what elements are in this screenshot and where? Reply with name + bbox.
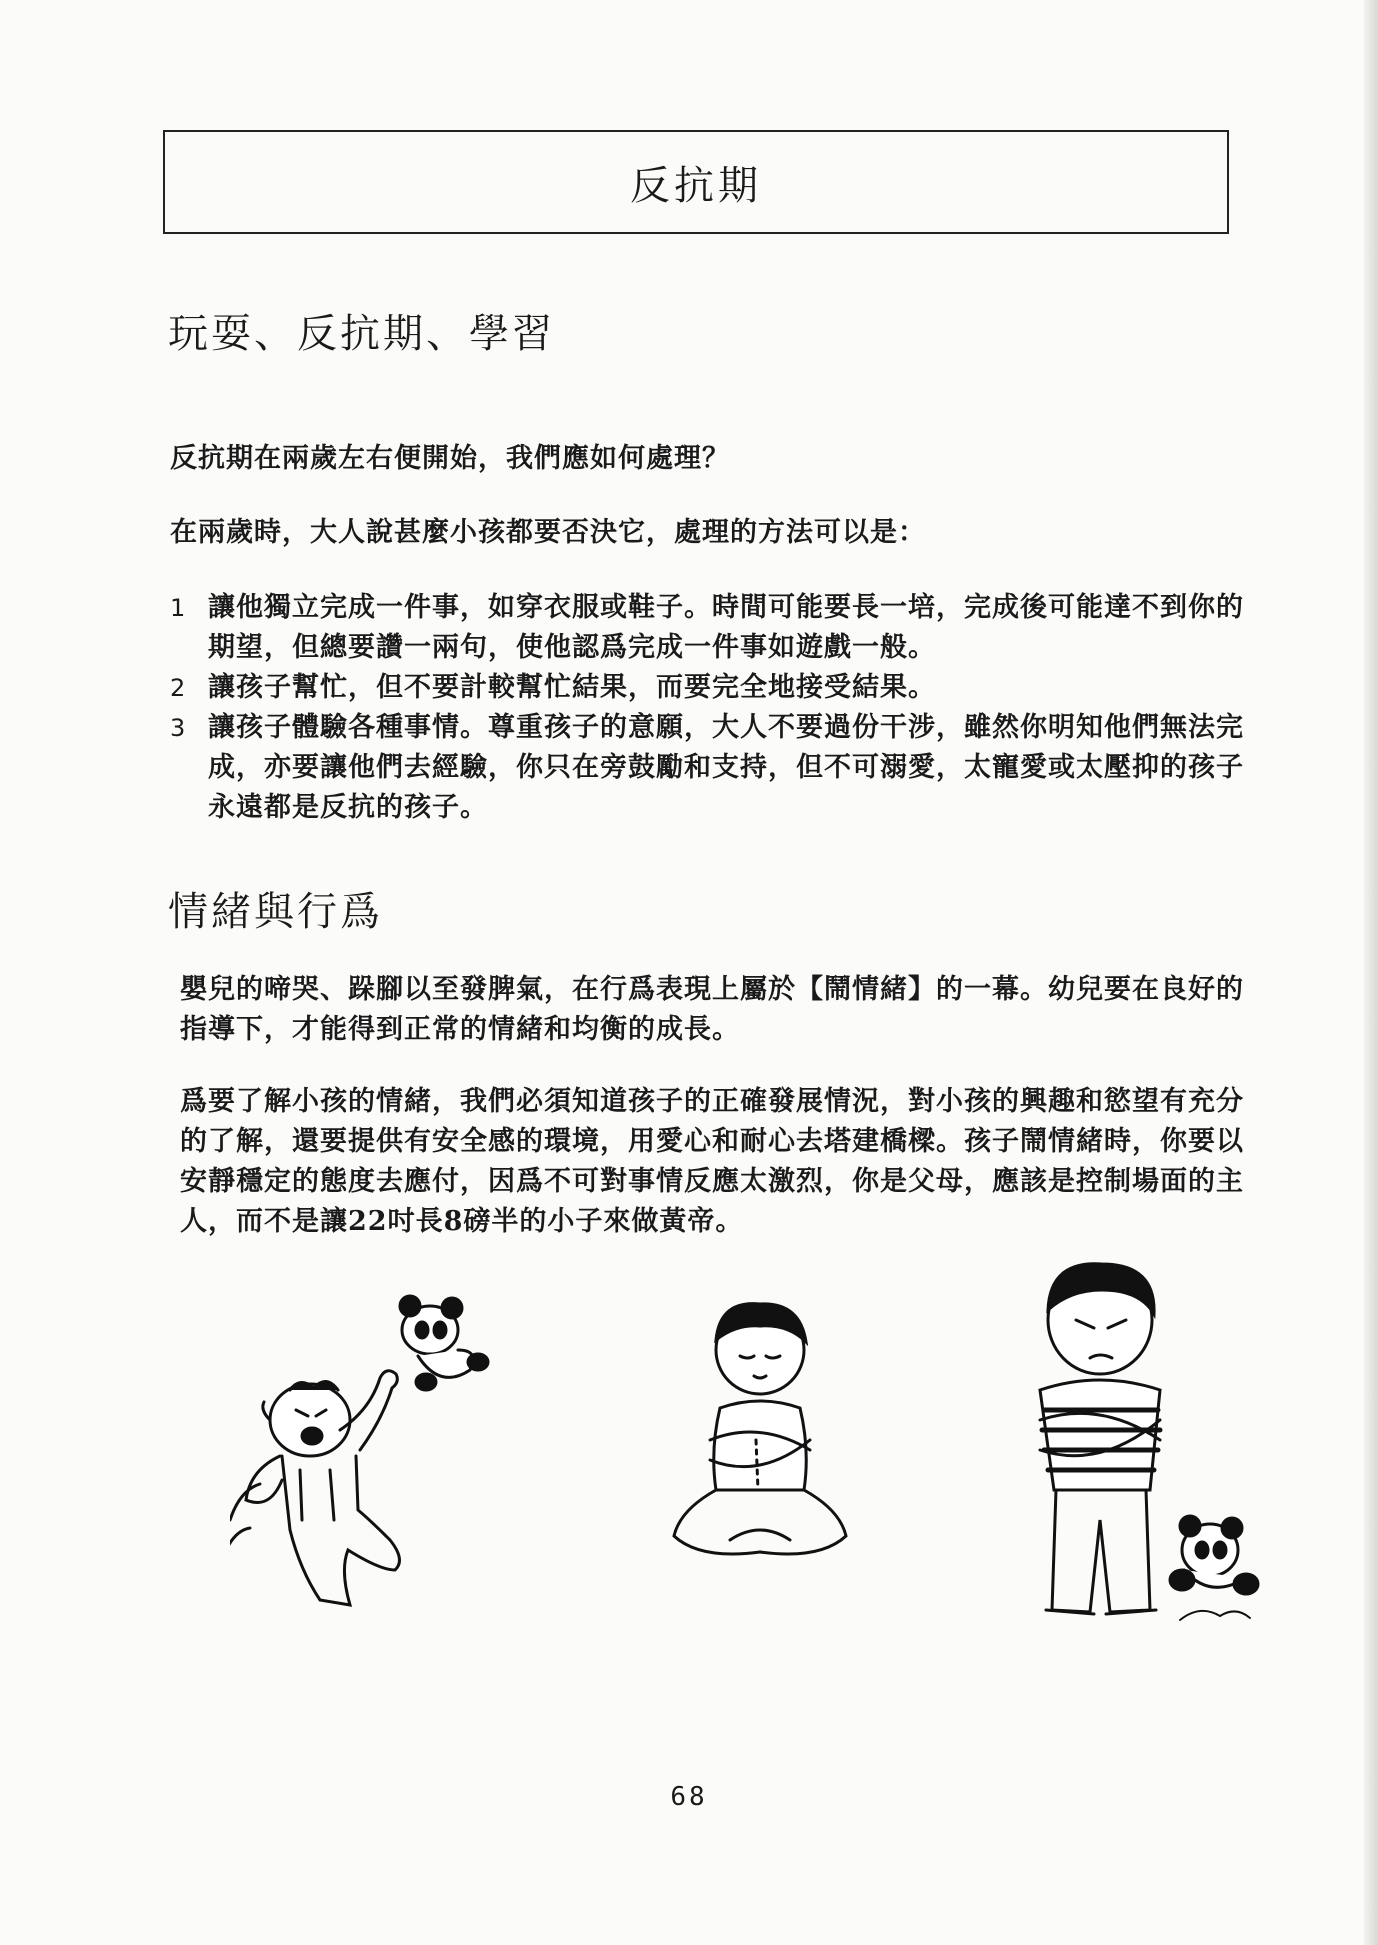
page-number: 68 bbox=[670, 1782, 708, 1812]
panda-toy-icon bbox=[400, 1296, 488, 1390]
section-heading-play: 玩耍、反抗期、學習 bbox=[168, 311, 555, 357]
crying-baby-illustration bbox=[230, 1270, 530, 1630]
question-2: 在兩歲時，大人說甚麼小孩都要否決它，處理的方法可以是： bbox=[170, 517, 926, 548]
list-item bbox=[170, 668, 1260, 708]
sitting-child-illustration bbox=[660, 1290, 860, 1590]
list-item bbox=[170, 588, 1260, 668]
list-item-number: 3 bbox=[170, 714, 186, 742]
page-title: 反抗期 bbox=[630, 162, 762, 209]
list-item-text: 讓他獨立完成一件事，如穿衣服或鞋子。時間可能要長一培，完成後可能達不到你的期望，但總要讚一兩句，使他認爲完成一件事如遊戲一般。 bbox=[208, 592, 1244, 663]
panda-toy-icon bbox=[1170, 1516, 1258, 1620]
tips-list bbox=[170, 588, 1260, 828]
list-item-text: 讓孩子體驗各種事情。尊重孩子的意願，大人不要過份干涉，雖然你明知他們無法完成，亦要讓他們去經驗，你只在旁鼓勵和支持，但不可溺愛，太寵愛或太壓抑的孩子永遠都是反抗的孩子。 bbox=[208, 712, 1244, 823]
list-item-number: 2 bbox=[170, 674, 186, 702]
scan-edge bbox=[1364, 0, 1378, 1945]
title-box bbox=[163, 130, 1229, 234]
paragraph-2: 爲要了解小孩的情緒，我們必須知道孩子的正確發展情況，對小孩的興趣和慾望有充分的了解，還要提供有安全感的環境，用愛心和耐心去塔建橋樑。孩子鬧情緒時，你要以安靜穩定的態度去應付，因爲不可對事情反應太激烈，你是父母，應該是控制場面的主人，而不是讓22吋長8磅半的小子來做黃帝。 bbox=[180, 1086, 1244, 1237]
paragraph-1: 嬰兒的啼哭、跺腳以至發脾氣，在行爲表現上屬於【鬧情緒】的一幕。幼兒要在良好的指導下，才能得到正常的情緒和均衡的成長。 bbox=[180, 974, 1244, 1045]
question-1: 反抗期在兩歲左右便開始，我們應如何處理？ bbox=[170, 443, 730, 474]
list-item bbox=[170, 708, 1260, 828]
boy-figure-icon bbox=[1040, 1264, 1160, 1614]
list-item-text: 讓孩子幫忙，但不要計較幫忙結果，而要完全地接受結果。 bbox=[208, 672, 936, 703]
standing-boy-illustration bbox=[1000, 1250, 1270, 1650]
list-item-number: 1 bbox=[170, 594, 186, 622]
section-heading-emotion: 情緒與行爲 bbox=[168, 889, 383, 935]
baby-figure-icon bbox=[230, 1371, 399, 1605]
